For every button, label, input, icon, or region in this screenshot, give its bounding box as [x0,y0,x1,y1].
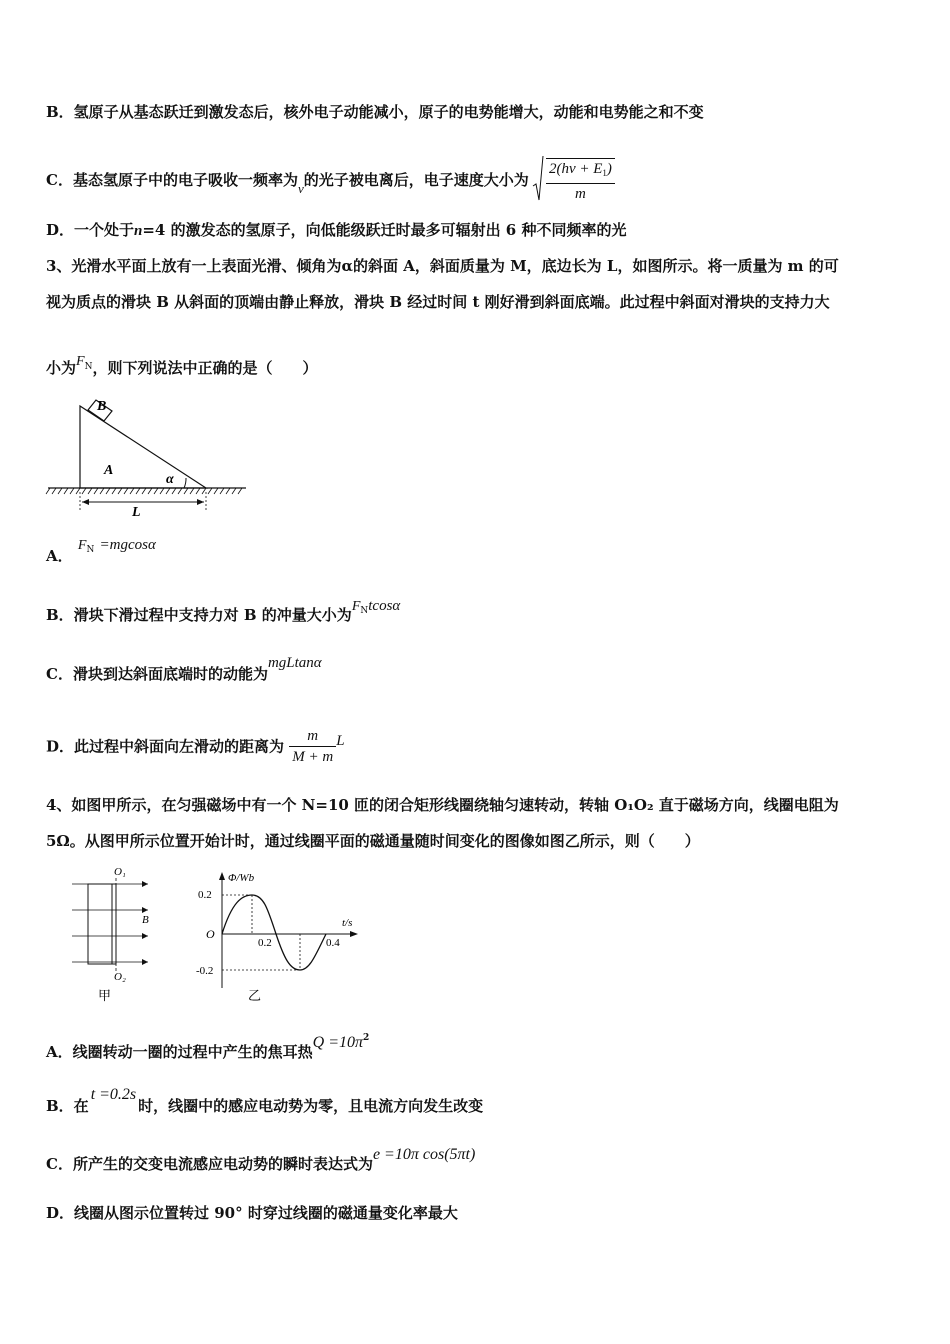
svg-text:-0.2: -0.2 [196,965,214,977]
q3-stem-line2: 视为质点的滑块 B 从斜面的顶端由静止释放，滑块 B 经过时间 t 刚好滑到斜面底端。此过程中斜面对滑块的支持力大 [46,293,830,311]
q3-option-c: C．滑块到达斜面底端时的动能为mgLtanα [46,655,322,683]
label-a: A [104,463,114,478]
caption-yi: 乙 [248,988,262,1003]
svg-text:0.2: 0.2 [198,889,212,901]
q4-option-c: C．所产生的交变电流感应电动势的瞬时表达式为e =10π cos(5πt) [46,1146,476,1173]
q4-stem-line1: 4、如图甲所示，在匀强磁场中有一个 N=10 匝的闭合矩形线圈绕轴匀速转动，转轴 O₁O₂ 直于磁场方向，线圈电阻为 [46,796,839,814]
q3-option-d: D．此过程中斜面向左滑动的距离为 $\frac{m}{M + m}$ L [46,728,345,765]
label-b: B [97,399,107,414]
svg-text:O₂: O₂ [114,971,126,983]
q4-option-d: D．线圈从图示位置转过 90° 时穿过线圈的磁通量变化率最大 [46,1204,458,1222]
q2-option-c: C．基态氢原子中的电子吸收一频率为ν的光子被电离后，电子速度大小为 $\frac{2(h\nu + E_1)}{m}$ [46,158,615,204]
q2-option-b: B．氢原子从基态跃迁到激发态后，核外电子动能减小，原子的电势能增大，动能和电势能之和不变 [46,103,704,121]
q4-option-a: A．线圈转动一圈的过程中产生的焦耳热$Q =10\pi^2$ [46,1033,370,1061]
q3-option-a: A． $F_N =mgcos\alpha$ [46,537,156,565]
svg-text:B: B [142,914,149,926]
q3-stem-line3: 小为$F^N$，则下列说法中正确的是（ ） [46,354,318,377]
sqrt-sign-icon [532,154,544,204]
svg-text:0.2: 0.2 [258,937,272,949]
q3-option-b: B．滑块下滑过程中支持力对 B 的冲量大小为$F_Ntcos\alpha$ [46,598,401,624]
svg-text:Φ/Wb: Φ/Wb [228,872,255,884]
nu-symbol: ν [297,181,304,196]
label-alpha: α [166,472,174,487]
figure-yi-flux-graph [196,862,366,1007]
label-l: L [132,505,141,520]
q2-option-d: D．一个处于n=4 的激发态的氢原子，向低能级跃迁时最多可辐射出 6 种不同频率的光 [46,221,627,239]
figure-jia-coil [68,862,168,1002]
caption-jia: 甲 [98,988,112,1002]
q3-stem-line1: 3、光滑水平面上放有一上表面光滑、倾角为α的斜面 A，斜面质量为 M，底边长为 L，如图所示。将一质量为 m 的可 [46,257,839,275]
fraction-m-over-mplusm: $\frac{m}{M + m}$ [289,726,336,767]
q4-stem-line2: 5Ω。从图甲所示位置开始计时，通过线圈平面的磁通量随时间变化的图像如图乙所示，则（ ） [46,832,700,850]
svg-text:O: O [206,927,215,941]
svg-text:O₁: O₁ [114,866,126,878]
svg-text:0.4: 0.4 [326,937,340,949]
svg-text:t/s: t/s [342,917,353,929]
incline-figure [44,392,254,522]
sqrt-formula: $\frac{2(h\nu + E_1)}{m}$ [534,158,615,204]
q4-option-b: B．在t =0.2s时，线圈中的感应电动势为零，且电流方向发生改变 [46,1086,484,1115]
